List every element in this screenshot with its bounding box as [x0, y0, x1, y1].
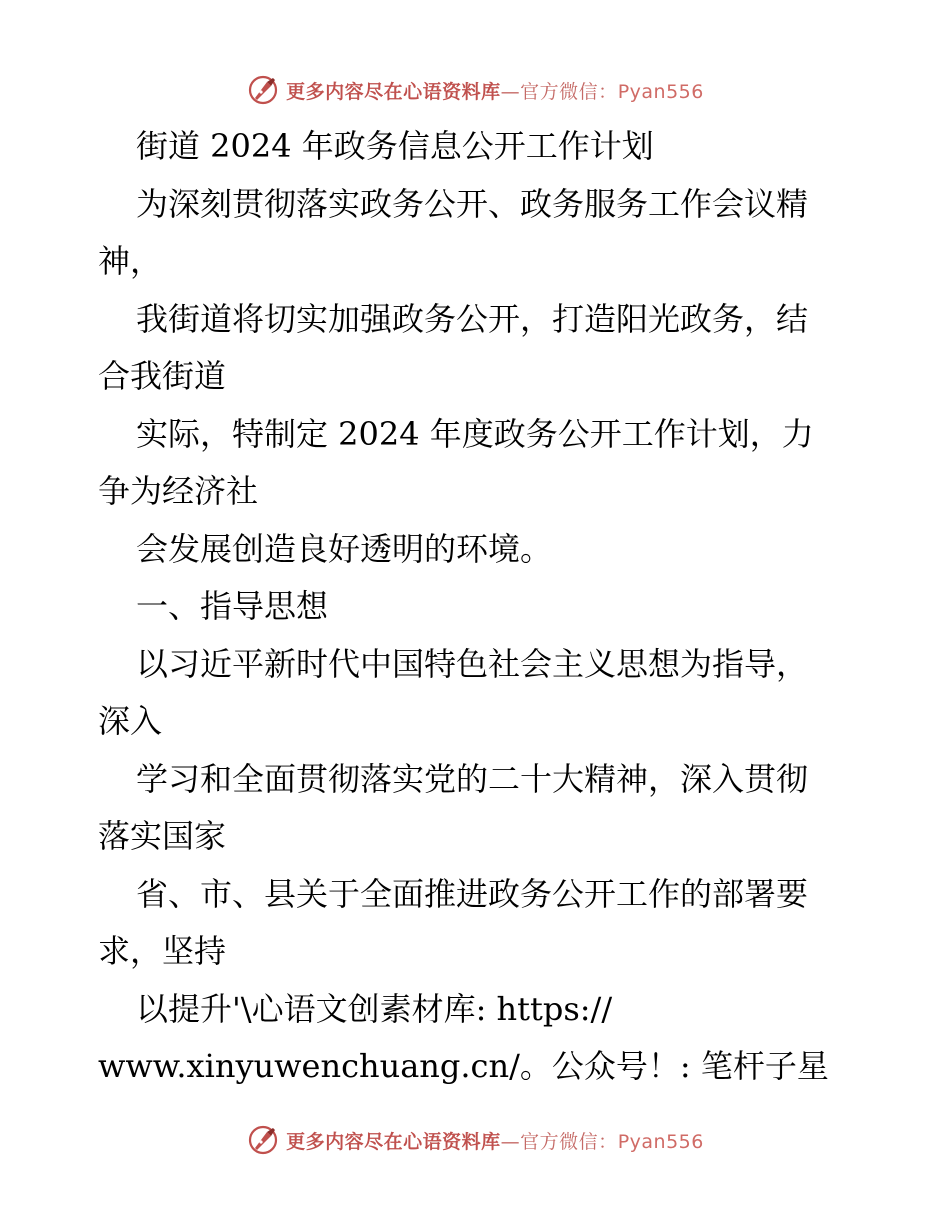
document-body	[98, 118, 858, 1096]
paragraph-line: 落实国家	[98, 817, 227, 855]
header-banner-account: Pyan556	[617, 80, 704, 103]
header-banner-title: 更多内容尽在心语资料库	[286, 80, 501, 103]
paragraph-line: 求，坚持	[98, 932, 227, 970]
paragraph-line: 会发展创造良好透明的环境。	[136, 529, 553, 568]
footer-banner-account: Pyan556	[617, 1130, 704, 1153]
document-title: 街道 2024 年政务信息公开工作计划	[136, 127, 654, 165]
paragraph-line: 深入	[98, 702, 163, 740]
paragraph-line: www.xinyuwenchuang.cn/。公众号！: 笔杆子星	[98, 1047, 829, 1085]
pen-nib-logo-icon	[246, 1123, 280, 1157]
section-heading: 一、指导思想	[136, 587, 329, 625]
paragraph-line: 省、市、县关于全面推进政务公开工作的部署要	[136, 874, 809, 913]
header-banner-label: —官方微信：	[500, 80, 618, 103]
footer-banner-title: 更多内容尽在心语资料库	[286, 1130, 501, 1153]
footer-banner	[0, 1120, 950, 1160]
paragraph-line: 神，	[98, 242, 163, 280]
footer-banner-text	[286, 1127, 704, 1154]
footer-banner-label: —官方微信：	[500, 1130, 618, 1153]
paragraph-line: 争为经济社	[98, 472, 259, 510]
paragraph-line: 以习近平新时代中国特色社会主义思想为指导，	[136, 644, 809, 683]
paragraph-line: 实际，特制定 2024 年度政务公开工作计划，力	[136, 414, 814, 453]
header-banner	[0, 70, 950, 110]
paragraph-line: 学习和全面贯彻落实党的二十大精神，深入贯彻	[136, 759, 809, 798]
header-banner-text	[286, 77, 704, 104]
paragraph-line: 合我街道	[98, 357, 227, 395]
paragraph-line: 以提升'\心语文创素材库: https://	[136, 989, 613, 1028]
pen-nib-logo-icon	[246, 73, 280, 107]
paragraph-line: 我街道将切实加强政务公开，打造阳光政务，结	[136, 299, 809, 338]
paragraph-line: 为深刻贯彻落实政务公开、政务服务工作会议精	[136, 184, 809, 223]
